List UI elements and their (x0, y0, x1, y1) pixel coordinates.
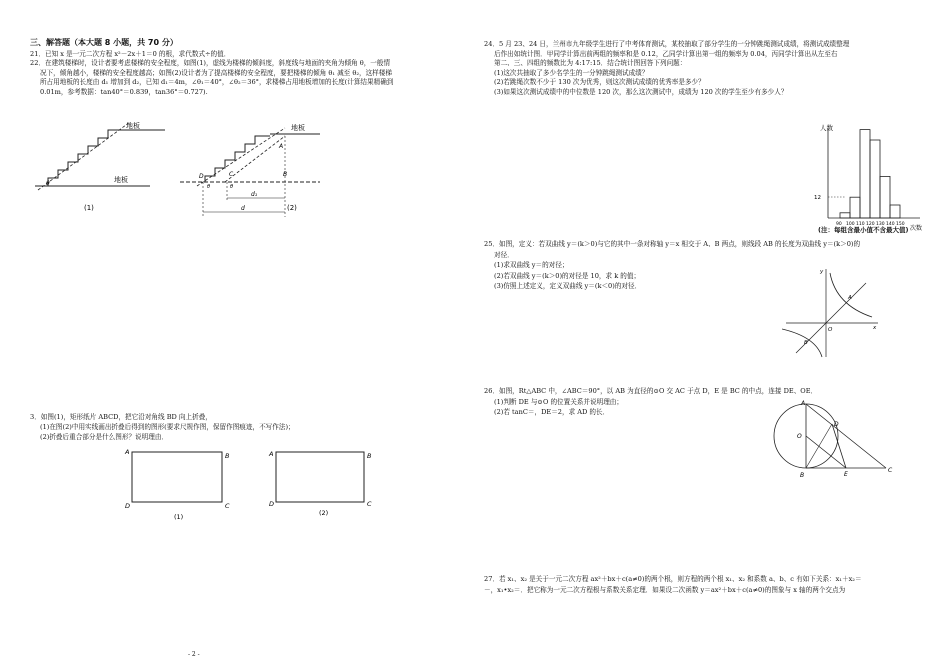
histogram-bar (860, 130, 870, 218)
histogram-x-tick: 140 (886, 222, 895, 227)
question-24 (484, 40, 934, 98)
rectangle-figure-1 (122, 444, 242, 524)
figure-caption-1: (1) (174, 513, 184, 521)
figure-caption-2: (2) (287, 204, 297, 212)
d1-label: d₁ (251, 191, 258, 198)
question-27-line-1: 27．若 x₁、x₂ 是关于一元二次方程 ax²＋bx＋c(a≠0)的两个根，则方程的两个根 x₁、x₂ 和系数 a、b、c 有如下关系：x₁＋x₂＝ (484, 575, 862, 583)
theta-label: θ (46, 180, 50, 187)
histogram-x-tick: 90 (836, 222, 842, 227)
question-25-line-2: 对径． (494, 250, 514, 259)
page-number: - 2 - (188, 651, 200, 658)
question-22-line-3: 所占用地板的长度由 d₁ 增加到 d₂，已知 d₁＝4m，∠θ₁＝40°，∠θ₂＝36°，求楼梯占用地板增加的长度(计算结果精确到 (40, 78, 394, 87)
question-24-line-5: (2)若跳绳次数不少于 130 次为优秀，则这次测试成绩的优秀率是多少？ (494, 78, 705, 87)
point-a-label: A (125, 448, 130, 456)
question-23-line-3: (2)折叠后重合部分是什么图形？说明理由． (40, 433, 169, 441)
point-c-label: C (367, 500, 372, 508)
figure-caption-1: (1) (84, 204, 94, 212)
question-22-line-1: 22．在建筑楼梯时，设计者要考虑楼梯的安全程度，如图(1)，虚线为楼梯的倾斜度，斜度线与地面的夹角为倾角 θ，一般情 (30, 59, 391, 68)
section-title: 三、解答题（本大题 8 小题，共 70 分） (30, 38, 178, 47)
histogram (812, 120, 932, 235)
rectangle-abcd (132, 452, 222, 502)
point-b-label: B (283, 171, 288, 178)
question-22-line-4: 0.01m，参考数据：tan40°＝0.839，tan36°＝0.727). (40, 87, 208, 96)
question-24-line-3: 第二、三、四组的频数比为 4:17:15．结合统计图回答下列问题： (494, 59, 687, 68)
point-d-label: D (125, 502, 131, 510)
point-a-label: A (848, 295, 852, 301)
point-b-label: B (225, 452, 230, 460)
histogram-bar (850, 197, 860, 218)
histogram-x-tick: 110 (856, 222, 865, 227)
point-a-label: A (279, 143, 284, 150)
histogram-bar (890, 205, 900, 218)
point-a-label: A (801, 400, 806, 407)
stair-steps (205, 136, 270, 182)
question-27 (484, 574, 934, 596)
x-axis-label: 次数 (910, 225, 923, 232)
histogram-note: (注：每组含最小值不含最大值) (818, 226, 909, 234)
question-23-line-2: (1)在图(2)中用实线画出折叠后得到的图形(要求尺规作图，保留作图痕迹，不写作法)； (40, 423, 295, 431)
point-d-label: D (834, 421, 839, 428)
point-b-label: B (804, 340, 808, 346)
segment-bd (806, 424, 832, 468)
point-a-label: A (269, 450, 274, 458)
point-d-label: D (269, 500, 275, 508)
histogram-x-tick: 100 (846, 222, 855, 227)
question-23 (30, 412, 470, 442)
left-column (30, 0, 470, 98)
question-26-line-1: 26．如图，Rt△ABC 中，∠ABC＝90°，以 AB 为直径的⊙O 交 AC 于点 D，E 是 BC 的中点，连接 DE、OE． (484, 387, 818, 395)
point-o-label: O (797, 433, 802, 440)
question-24-line-4: (1)这次共抽取了多少名学生的一分钟跳绳测试成绩？ (494, 68, 649, 77)
hyperbola-figure (782, 265, 882, 360)
point-b-label: B (367, 452, 372, 460)
y-tick-12: 12 (814, 195, 821, 201)
rectangle-abcd (276, 452, 364, 502)
question-25-line-1: 25．如图，定义：若双曲线 y＝(k＞0)与它的其中一条对称轴 y＝x 相交于 A、B 两点，则线段 AB 的长度为双曲线 y＝(k＞0)的 (484, 240, 861, 248)
rectangle-figure-2 (264, 444, 384, 524)
histogram-bar (840, 213, 850, 218)
question-25-line-3: (1)求双曲线 y＝的对径； (494, 261, 569, 269)
point-c-label: C (888, 467, 893, 474)
circle-triangle-figure (768, 400, 898, 480)
slope-dashed-line-1 (197, 128, 288, 186)
floor-label-top: 地板 (126, 122, 140, 130)
histogram-x-tick: 150 (896, 222, 905, 227)
question-26-line-2: (1)判断 DE 与⊙O 的位置关系并说明理由； (494, 397, 623, 406)
floor-label-bottom: 地板 (114, 176, 128, 184)
histogram-bars (840, 130, 900, 218)
theta2-label: θ (207, 184, 211, 190)
question-22-line-2: 况下，倾角越小，楼梯的安全程度越高；如图(2)设计者为了提高楼梯的安全程度，要把楼梯的倾角 θ₁ 减至 θ₂，这样楼梯 (40, 68, 392, 77)
segment-oe (806, 436, 846, 468)
figure-caption-2: (2) (319, 509, 329, 517)
question-25-line-4: (2)若双曲线 y＝(k＞0)的对径是 10，求 k 的值； (494, 271, 641, 280)
segment-ac (806, 404, 886, 468)
question-24-line-6: (3)如果这次测试成绩中的中位数是 120 次，那么这次测试中，成绩为 120 次的学生至少有多少人？ (494, 87, 788, 96)
question-24-line-1: 24．5 月 23、24 日，兰州市九年级学生进行了中考体育测试，某校抽取了部分学生的一分钟跳绳测试成绩，将测试成绩整理 (484, 40, 850, 48)
question-25-line-5: (3)仿照上述定义，定义双曲线 y＝(k＜0)的对径． (494, 282, 642, 290)
x-label: x (873, 325, 877, 331)
question-21: 21．已知 x 是一元二次方程 x²－2x＋1＝0 的根，求代数式÷的值． (30, 49, 231, 58)
point-e-label: E (844, 471, 848, 478)
histogram-x-tick: 120 (866, 222, 875, 227)
point-c-label: C (229, 171, 234, 178)
question-24-line-2: 后作出如统计图．甲同学计算出前两组的频率和是 0.12，乙同学计算出第一组的频率为 0.04，丙同学计算出从左至右 (494, 49, 838, 58)
origin-label: O (828, 327, 833, 333)
histogram-bar (870, 140, 880, 218)
question-23-line-1: 3．如图(1)，矩形纸片 ABCD，把它沿对角线 BD 向上折叠， (30, 413, 212, 421)
theta1-label: θ (230, 184, 234, 190)
y-label: y (820, 269, 824, 275)
stairs-figure-2 (175, 122, 325, 222)
y-axis-label: 人数 (820, 124, 833, 132)
stairs-figure-1 (30, 118, 170, 218)
histogram-x-tick: 130 (876, 222, 885, 227)
question-27-line-2: －，x₁•x₂＝．把它称为一元二次方程根与系数关系定理．如果设二次函数 y＝ax²＋bx＋c(a≠0)的图象与 x 轴的两个交点为 (484, 586, 846, 594)
point-d-label: D (199, 173, 204, 180)
point-c-label: C (225, 502, 230, 510)
floor-label: 地板 (291, 124, 305, 132)
question-26-line-3: (2)若 tanC＝，DE＝2，求 AD 的长． (494, 408, 610, 416)
stair-steps (48, 130, 120, 186)
d-label: d (241, 205, 245, 212)
point-b-label: B (800, 472, 805, 479)
histogram-bar (880, 176, 890, 218)
